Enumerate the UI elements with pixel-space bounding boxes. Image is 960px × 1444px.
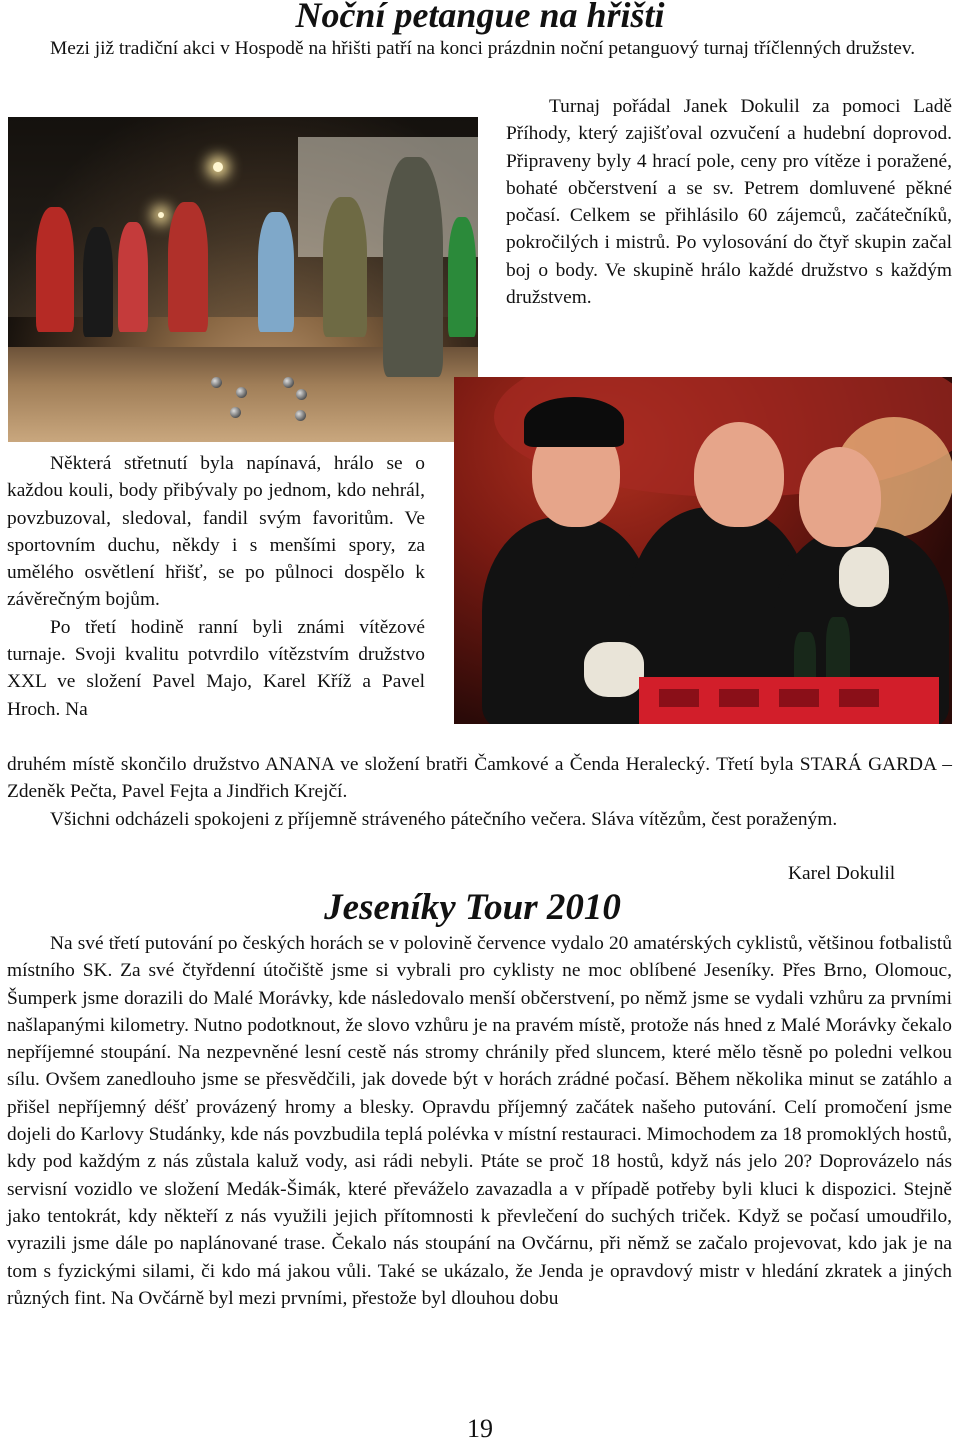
- winners-team-photo: [454, 377, 952, 724]
- article-title: Noční petangue na hřišti: [295, 0, 665, 35]
- article-title-2: Jeseníky Tour 2010: [324, 887, 621, 928]
- intro-paragraph: Mezi již tradiční akci v Hospodě na hřišti patří na konci prázdnin noční petanguový turnaj tříčlenných družstev.: [50, 38, 916, 59]
- closing-paragraph: Všichni odcházeli spokojeni z příjemně stráveného pátečního večera. Sláva vítězům, čest poraženým.: [50, 808, 838, 830]
- matches-paragraph: Některá střetnutí byla napínavá, hrálo se o každou kouli, body přibývaly po jednom, kdo nehrál, povzbuzoval, sledoval, fandil svým favoritům. Ve sportovním duchu, někdy i s menšími spory, za umělého osvětlení hřišť, se po půlnoci dospělo k závěrečným bojům.: [7, 453, 425, 611]
- results-paragraph: druhém místě skončilo družstvo ANANA ve složení bratři Čamkové a Čenda Heralecký. Třetí byla STARÁ GARDA – Zdeněk Pečta, Pavel Fejta a Jindřich Krejčí.: [7, 754, 952, 803]
- winners-paragraph: Po třetí hodině ranní byli známi vítězové turnaje. Svoji kvalitu potvrdilo vítězstvím družstvo XXL ve složení Pavel Majo, Karel Kříž a Pavel Hroch. Na: [7, 616, 425, 720]
- page-number: 19: [467, 1414, 493, 1443]
- petanque-night-photo: [8, 117, 478, 442]
- organizer-paragraph: Turnaj pořádal Janek Dokulil za pomoci Ladě Příhody, který zajišťoval ozvučení a hudební doprovod. Připraveny byly 4 hrací pole, ceny pro vítěze i poražené, bohaté občerstvení a se sv. Petrem domluvené pěkné počasí. Celkem se přihlásilo 60 zájemců, začátečníků, pokročilých i mistrů. Po vylosování do čtyř skupin začal boj o body. Ve skupině hrálo každé družstvo s každým družstvem.: [506, 96, 952, 309]
- article-author: Karel Dokulil: [788, 863, 896, 884]
- tour-paragraph: Na své třetí putování po českých horách se v polovině července vydalo 20 amatérských cyklistů, většinou fotbalistů místního SK. Za své čtyřdenní útočiště jsme si vybrali pro cyklisty ne moc oblíbené Jeseníky. Přes Brno, Olomouc, Šumperk jsme dorazili do Malé Morávky, kde následovalo menší občerstvení, po němž jsme se vydali vzhůru za prvními našlapanými kilometry. Nutno podotknout, že slovo vzhůru je na pravém místě, protože nás hned z Malé Morávky čekalo nepříjemné stoupání. Na nezpevněné lesní cestě nás stromy chránily před sluncem, které mělo těsně po poledni velkou sílu. Ovšem zanedlouho jsme se přesvědčili, jak dovede být v horách zrádné počasí. Během několika minut se zatáhlo a přišel nepříjemný déšť provázený hromy a blesky. Opravdu příjemný začátek našeho putování. Celí promočení jsme dojeli do Karlovy Studánky, kde nás povzbudila teplá polévka v místní restauraci. Mimochodem za 18 promoklých hostů, kdy pod každým z nás zůstala kaluž vody, asi rádi nebyli. Ptáte se proč 18 hostů, když nás jelo 20? Doprovázelo nás servisní vozidlo ve složení Medák-Šimák, které převáželo zavazadla a v případě potřeby byli kluci k dispozici. Stejně jako tentokrát, kdy někteří z nás využili jejich přítomnosti k převlečení do suchých triček. Když se počasí umoudřilo, vyrazili jsme dále po naplánované trase. Čekalo nás stoupání na Ovčárnu, při němž se začalo projevovat, kdo jak je na tom s fyzickými silami, či kdo má jakou vůli. Také se ukázalo, že Jenda je opravdový mistr v hledání zkratek a jiných různých fint. Na Ovčárně byl mezi prvními, přestože byl dlouhou dobu: [7, 933, 952, 1309]
